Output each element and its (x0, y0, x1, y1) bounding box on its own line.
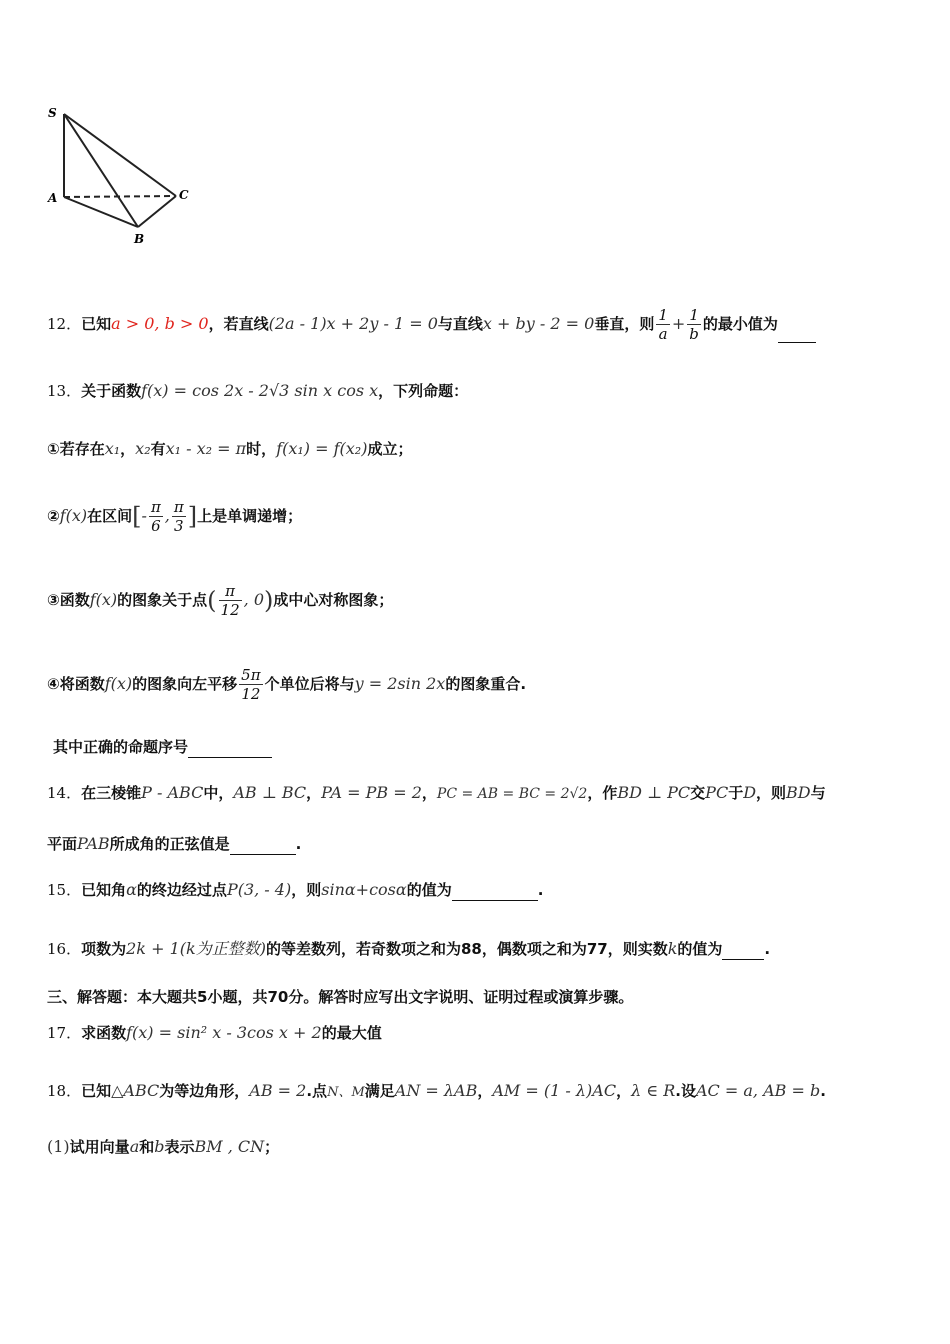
math-vectors: BM , CN (194, 1137, 265, 1156)
math-points: N、M (327, 1085, 365, 1100)
text: 项数为 (81, 940, 127, 958)
text: 的图象向左平移 (132, 675, 238, 693)
denominator: 6 (151, 517, 161, 535)
text: 和 (139, 1138, 155, 1156)
plus-sign: + (671, 314, 686, 333)
left-paren: ( (207, 586, 217, 615)
circle-number-3: ③ (47, 591, 60, 609)
math-condition: a > 0, b > 0 (111, 314, 209, 333)
circle-number-1: ① (47, 440, 60, 458)
text: 与直线 (437, 315, 483, 333)
question-14 (47, 782, 826, 805)
text: .设 (675, 1082, 696, 1100)
math-condition: BD ⊥ PC (617, 783, 691, 802)
text: . (295, 835, 302, 853)
text: 函数 (59, 591, 90, 609)
comma: , (164, 506, 170, 525)
label-b: B (134, 232, 145, 246)
text: .点 (306, 1082, 328, 1100)
math-pc: PC (705, 783, 729, 802)
answer-blank[interactable] (230, 838, 296, 855)
question-14-line-2 (47, 833, 301, 855)
circle-number-2: ② (47, 507, 60, 525)
denominator: b (689, 325, 699, 343)
text: 的值为 (406, 881, 452, 899)
label-c: C (179, 188, 189, 202)
math-setting: AC = a, AB = b (696, 1081, 821, 1100)
math-line-1: (2a - 1)x + 2y - 1 = 0 (268, 314, 438, 333)
math-difference: x₁ - x₂ = π (165, 439, 247, 458)
right-bracket: ] (187, 502, 198, 531)
text: 已知角 (81, 881, 127, 899)
math-fx: f(x) (59, 506, 88, 525)
text: . (820, 1082, 826, 1100)
question-number: 16． (47, 940, 82, 958)
text: 平面 (47, 835, 78, 853)
text: 的最大值 (321, 1024, 382, 1042)
math-fx: f(x) (89, 590, 118, 609)
question-number: 14． (47, 784, 82, 802)
edge-ac-hidden (64, 196, 176, 197)
question-18-part-1 (47, 1136, 279, 1158)
math-condition: AB ⊥ BC (233, 783, 307, 802)
text: 的等差数列，若奇数项之和为88，偶数项之和为77，则实数 (265, 940, 668, 958)
math-x1: x₁ (104, 439, 121, 458)
numerator: π (173, 498, 184, 516)
text: ， (421, 784, 437, 802)
text: 交 (690, 784, 706, 802)
proposition-3 (47, 582, 393, 619)
text: 若存在 (59, 440, 105, 458)
math-vector-am: AM = (1 - λ)AC (492, 1081, 617, 1100)
numerator: 1 (658, 306, 668, 324)
answer-blank[interactable] (722, 943, 764, 960)
numerator: π (150, 498, 161, 516)
text: 与 (810, 784, 826, 802)
right-paren: ) (264, 586, 274, 615)
math-d: D (743, 783, 757, 802)
text: ，下列命题： (378, 382, 469, 400)
question-number: 13． (47, 382, 82, 400)
fraction-pi-over-6 (149, 498, 163, 535)
proposition-1 (47, 438, 412, 460)
math-pyramid: P - ABC (141, 783, 204, 802)
text: 将函数 (59, 675, 105, 693)
pyramid-diagram (42, 100, 202, 250)
circle-number-4: ④ (47, 675, 60, 693)
text: 个单位后将与 (264, 675, 355, 693)
text: 在区间 (87, 507, 133, 525)
text: 时， (246, 440, 277, 458)
numerator: π (225, 582, 236, 600)
question-17 (47, 1022, 382, 1044)
denominator: a (658, 325, 668, 343)
question-15 (47, 879, 543, 901)
question-12 (47, 306, 816, 343)
numerator: 5π (241, 666, 261, 684)
text: 的图象关于点 (117, 591, 208, 609)
fraction-pi-over-12 (219, 582, 242, 619)
text: ，则 (756, 784, 787, 802)
text: ； (264, 1138, 280, 1156)
denominator: 12 (241, 685, 261, 703)
fraction-5pi-over-12 (239, 666, 262, 703)
text: 在三棱锥 (81, 784, 142, 802)
text: 的终边经过点 (136, 881, 227, 899)
minus-sign: - (141, 506, 147, 525)
text: 试用向量 (69, 1138, 130, 1156)
text: 为等边角形， (159, 1082, 250, 1100)
text: 所成角的正弦值是 (109, 835, 230, 853)
text: ，则 (291, 881, 322, 899)
math-line-2: x + by - 2 = 0 (482, 314, 595, 333)
math-k: k (667, 939, 678, 958)
math-parenthetical: (k为正整数) (179, 939, 266, 958)
text: 中， (203, 784, 234, 802)
text: 的值为 (677, 940, 723, 958)
math-vector-a: a (129, 1137, 140, 1156)
edge-sb (64, 114, 138, 227)
math-function: f(x) = sin² x - 3cos x + 2 (126, 1023, 322, 1042)
math-expression: sinα+cosα (321, 880, 407, 899)
left-bracket: [ (132, 502, 142, 531)
edge-ab (64, 197, 138, 227)
text: 于 (728, 784, 744, 802)
text: ， (306, 784, 322, 802)
fraction-1-over-b (687, 306, 701, 343)
text: 已知 (81, 1082, 112, 1100)
question-18 (47, 1080, 826, 1104)
question-number: 18． (47, 1082, 82, 1100)
math-length: AB = 2 (249, 1081, 307, 1100)
pyramid-figure (42, 100, 202, 250)
label-s: S (48, 106, 57, 120)
answer-blank[interactable] (778, 326, 816, 343)
text: 满足 (364, 1082, 395, 1100)
text: 关于函数 (81, 382, 142, 400)
text: 有 (150, 440, 166, 458)
math-x2: x₂ (135, 439, 151, 458)
section-3-heading (47, 986, 633, 1008)
question-13-ask (53, 736, 272, 758)
answer-blank[interactable] (452, 884, 538, 901)
math-triangle: △ABC (111, 1081, 160, 1100)
text: ， (120, 440, 136, 458)
math-zero: , 0 (243, 590, 264, 609)
math-plane: PAB (77, 834, 110, 853)
math-vector-b: b (154, 1137, 165, 1156)
text: . (537, 881, 544, 899)
math-vector-an: AN = λAB (394, 1081, 478, 1100)
text: 表示 (164, 1138, 195, 1156)
question-number: 12． (47, 315, 82, 333)
text: 上是单调递增； (197, 507, 303, 525)
text: 垂直，则 (594, 315, 655, 333)
text: 的最小值为 (702, 315, 778, 333)
label-a: A (48, 191, 58, 205)
section-text: 三、解答题：本大题共5小题，共70分。解答时应写出文字说明、证明过程或演算步骤。 (47, 988, 634, 1006)
math-equality: f(x₁) = f(x₂) (276, 439, 368, 458)
text: ， (616, 1082, 632, 1100)
text: 其中正确的命题序号 (53, 738, 189, 756)
math-condition: PC = AB = BC = 2√2 (436, 786, 588, 802)
part-number: (1) (47, 1137, 70, 1156)
text: 成立； (367, 440, 413, 458)
proposition-2 (47, 498, 302, 535)
fraction-1-over-a (656, 306, 670, 343)
math-function-g: y = 2sin 2x (354, 674, 446, 693)
math-expression: 2k + 1 (126, 939, 180, 958)
math-bd: BD (786, 783, 811, 802)
question-13 (47, 380, 468, 402)
edge-bc (138, 196, 176, 227)
text: 的图象重合. (445, 675, 527, 693)
text: ，作 (587, 784, 618, 802)
question-number: 15． (47, 881, 82, 899)
answer-blank[interactable] (188, 741, 272, 758)
math-condition: PA = PB = 2 (321, 783, 422, 802)
text: 已知 (81, 315, 112, 333)
proposition-4 (47, 666, 526, 703)
edge-sc (64, 114, 176, 196)
math-fx: f(x) (104, 674, 133, 693)
denominator: 12 (220, 601, 240, 619)
math-point: P(3, - 4) (226, 880, 292, 899)
math-lambda: λ ∈ R (631, 1081, 676, 1100)
text: ，若直线 (208, 315, 269, 333)
text: . (764, 940, 771, 958)
text: ， (477, 1082, 493, 1100)
math-function: f(x) = cos 2x - 2√3 sin x cos x (141, 381, 379, 400)
fraction-pi-over-3 (172, 498, 186, 535)
numerator: 1 (689, 306, 699, 324)
text: 成中心对称图象； (273, 591, 394, 609)
text: 求函数 (81, 1024, 127, 1042)
question-number: 17． (47, 1024, 82, 1042)
math-alpha: α (126, 880, 137, 899)
denominator: 3 (174, 517, 184, 535)
question-16 (47, 938, 770, 960)
